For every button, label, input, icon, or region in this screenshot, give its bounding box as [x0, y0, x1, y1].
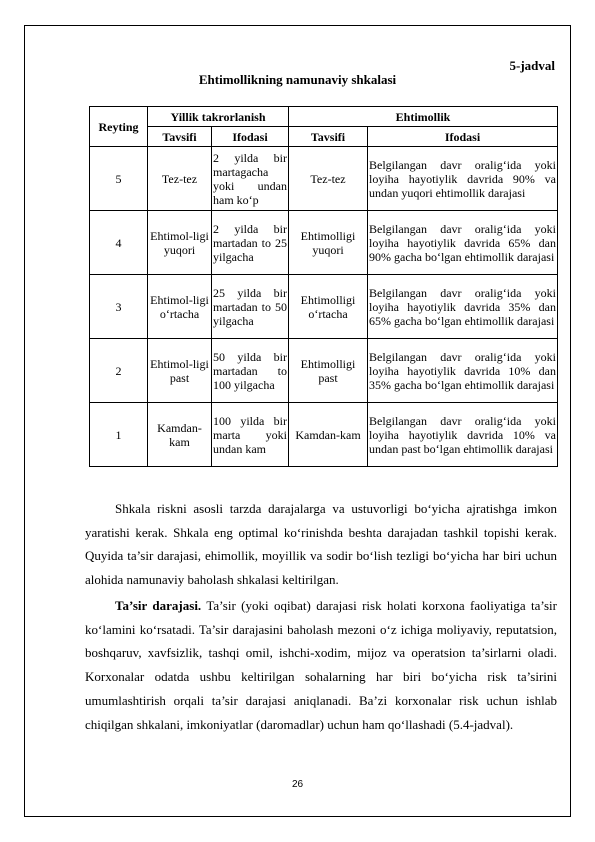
prob-expr-cell: Belgilangan davr oralig‘ida yoki loyiha hayotiylik davrida 10% dan 35% gacha bo‘lgan ehtimollik darajasi	[368, 339, 558, 403]
freq-expr-cell: 50 yilda bir martadan to 100 yilgacha	[212, 339, 289, 403]
prob-expr-cell: Belgilangan davr oralig‘ida yoki loyiha hayotiylik davrida 65% dan 90% gacha bo‘lgan ehtimollik darajasi	[368, 211, 558, 275]
header-ehtimollik: Ehtimollik	[289, 107, 558, 127]
freq-expr-cell: 100 yilda bir marta yoki undan kam	[212, 403, 289, 467]
freq-desc-cell: Ehtimol-ligi yuqori	[148, 211, 212, 275]
freq-desc-cell: Ehtimol-ligi o‘rtacha	[148, 275, 212, 339]
paragraph-impact	[85, 594, 557, 736]
freq-expr-cell: 2 yilda bir martagacha yoki undan ham ko‘p	[212, 147, 289, 211]
rating-cell: 3	[90, 275, 148, 339]
header-reyting: Reyting	[90, 107, 148, 147]
prob-desc-cell: Tez-tez	[289, 147, 368, 211]
freq-expr-cell: 2 yilda bir martadan to 25 yilgacha	[212, 211, 289, 275]
table-row	[90, 275, 558, 339]
page-number: 26	[291, 779, 304, 790]
freq-desc-cell: Ehtimol-ligi past	[148, 339, 212, 403]
prob-desc-cell: Ehtimolligi yuqori	[289, 211, 368, 275]
prob-desc-cell: Ehtimolligi o‘rtacha	[289, 275, 368, 339]
prob-expr-cell: Belgilangan davr oralig‘ida yoki loyiha hayotiylik davrida 10% va undan past bo‘lgan ehtimollik darajasi	[368, 403, 558, 467]
prob-expr-cell: Belgilangan davr oralig‘ida yoki loyiha hayotiylik davrida 90% va undan yuqori ehtimollik darajasi	[368, 147, 558, 211]
table-row	[90, 339, 558, 403]
rating-cell: 2	[90, 339, 148, 403]
header-ifodasi-2: Ifodasi	[368, 127, 558, 147]
header-tavsifi-1: Tavsifi	[148, 127, 212, 147]
table-row	[90, 403, 558, 467]
table-number: 5-jadval	[509, 58, 555, 73]
impact-text: Ta’sir (yoki oqibat) darajasi risk holati korxona faoliyatiga ta’sir ko‘lamini ko‘rsatadi. Ta’sir darajasini baholash mezoni o‘z ichiga moliyaviy, reputatsion, boshqaruv, xavfsizlik, tashqi omil, ishchi-xodim, mijoz va operatsion ta’sirlarni oladi. Korxonalar odatda ushbu keltirilgan sohalarning har biri bo‘yicha risk ta’sirini umumlashtirish orqali ta’sir darajasi aniqlanadi. Ba’zi korxonalar risk uchun ishlab chiqilgan shkalani, imkoniyatlar (daromadlar) uchun ham qo‘llashadi (5.4-jadval).	[85, 598, 557, 732]
table-title: Ehtimollikning namunaviy shkalasi	[198, 72, 397, 87]
prob-desc-cell: Ehtimolligi past	[289, 339, 368, 403]
impact-heading: Ta’sir darajasi.	[115, 598, 202, 613]
probability-scale-table	[89, 106, 558, 467]
paragraph-scale: Shkala riskni asosli tarzda darajalarga va ustuvorligi bo‘yicha ajratishga imkon yaratishi kerak. Shkala eng optimal ko‘rinishda beshta darajadan tashkil topishi kerak. Quyida ta’sir darajasi, ehimollik, moyillik va sodir bo‘lish tezligi bo‘yicha har biri uchun alohida namunaviy baholash shkalasi keltirilgan.	[85, 501, 557, 588]
prob-desc-cell: Kamdan-kam	[289, 403, 368, 467]
header-ifodasi-1: Ifodasi	[212, 127, 289, 147]
freq-expr-cell: 25 yilda bir martadan to 50 yilgacha	[212, 275, 289, 339]
rating-cell: 5	[90, 147, 148, 211]
rating-cell: 4	[90, 211, 148, 275]
rating-cell: 1	[90, 403, 148, 467]
header-tavsifi-2: Tavsifi	[289, 127, 368, 147]
header-yillik: Yillik takrorlanish	[148, 107, 289, 127]
freq-desc-cell: Tez-tez	[148, 147, 212, 211]
freq-desc-cell: Kamdan-kam	[148, 403, 212, 467]
prob-expr-cell: Belgilangan davr oralig‘ida yoki loyiha hayotiylik davrida 35% dan 65% gacha bo‘lgan ehtimollik darajasi	[368, 275, 558, 339]
table-row	[90, 211, 558, 275]
table-row	[90, 147, 558, 211]
